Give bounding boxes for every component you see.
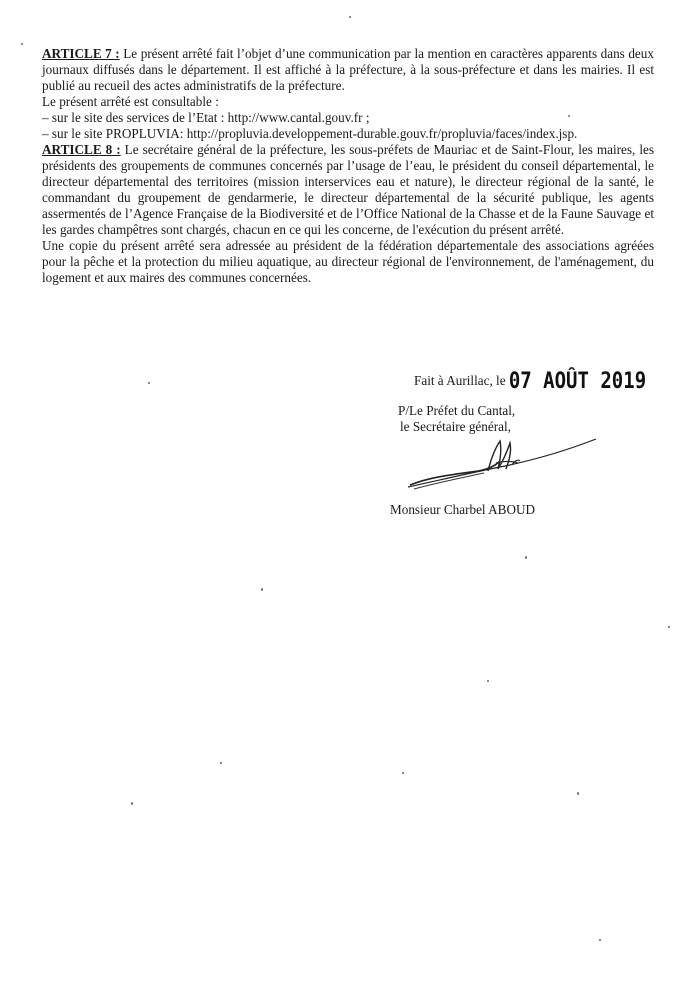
date-stamp: 07 AOÛT 2019 [508, 368, 647, 394]
scan-speck [577, 792, 579, 795]
consult-item-propluvia: – sur le site PROPLUVIA: http://propluvia.developpement-durable.gouv.fr/propluvia/faces/index.jsp. [42, 126, 578, 141]
scan-speck [131, 802, 133, 805]
place-date-line [414, 368, 647, 394]
scan-speck [568, 115, 570, 117]
scan-speck [220, 762, 222, 764]
scan-speck [525, 556, 527, 559]
consult-item-etat: – sur le site des services de l’Etat : http://www.cantal.gouv.fr ; [42, 110, 370, 125]
scan-speck [148, 382, 150, 384]
signatory-name: Monsieur Charbel ABOUD [390, 502, 536, 517]
article-8-text: Le secrétaire général de la préfecture, les sous-préfets de Mauriac et de Saint-Flour, les maires, les présidents des groupements de communes concernés par l’usage de l’eau, le président du conseil départemental, le directeur départemental des territoires (mission interservices eau et nature), le directeur régional de la santé, le commandant du groupement de gendarmerie, le directeur départemental de la sécurité publique, les agents assermentés de l’Agence Française de la Biodiversité et de l’Office National de la Chasse et de la Faune Sauvage et les gardes champêtres sont chargés, chacun en ce qui les concerne, de l'exécution du présent arrêté. [42, 142, 654, 237]
scan-speck [402, 772, 404, 774]
copy-notice: Une copie du présent arrêté sera adressée au président de la fédération départementale des associations agréées pour la pêche et la protection du milieu aquatique, au directeur régional de l'environnement, de l'aménagement, du logement et aux maires des communes concernées. [42, 238, 654, 285]
article-7-text: Le présent arrêté fait l’objet d’une communication par la mention en caractères apparents dans deux journaux diffusés dans le département. Il est affiché à la préfecture, à la sous-préfecture et dans les mairies. Il est publié au recueil des actes administratifs de la préfecture. [42, 46, 654, 93]
scan-speck [668, 626, 670, 628]
article-7-heading: ARTICLE 7 : [42, 46, 120, 61]
scan-speck [599, 939, 601, 941]
prefect-line: P/Le Préfet du Cantal, [398, 403, 516, 418]
scan-speck [21, 43, 23, 45]
article-7-paragraph [42, 46, 654, 94]
scan-speck [487, 680, 489, 682]
role-line: le Secrétaire général, [400, 419, 511, 434]
consult-intro: Le présent arrêté est consultable : [42, 94, 219, 109]
scan-speck [261, 588, 263, 591]
place-date-label: Fait à Aurillac, le [414, 373, 506, 388]
article-8-heading: ARTICLE 8 : [42, 142, 121, 157]
handwritten-signature [400, 425, 600, 495]
article-8-paragraph [42, 142, 654, 238]
scan-speck [349, 16, 351, 18]
document-body [42, 46, 654, 286]
